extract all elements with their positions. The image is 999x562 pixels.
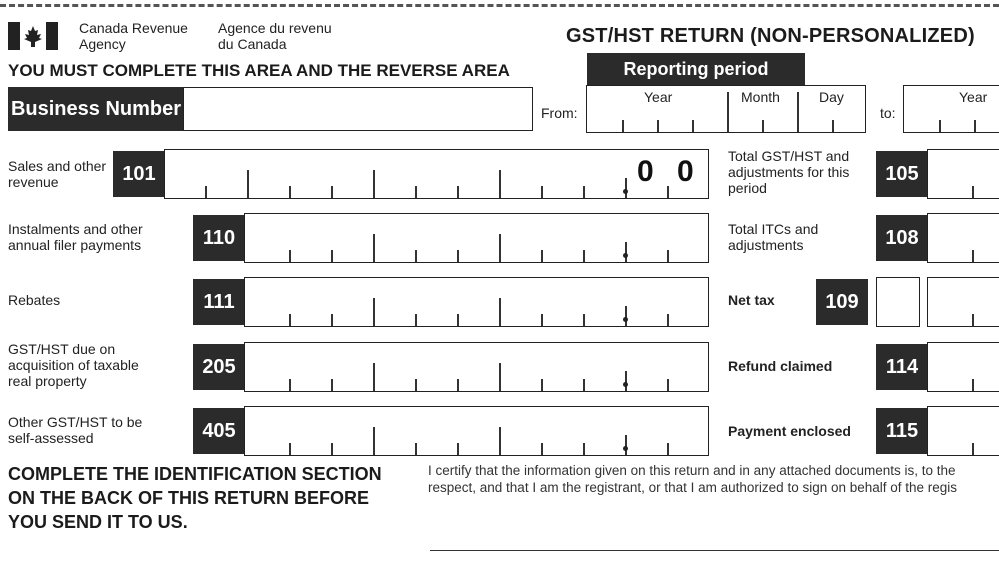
signature-line[interactable] — [430, 550, 999, 551]
agency-en-line2: Agency — [79, 36, 126, 52]
reporting-period-header: Reporting period — [587, 53, 805, 85]
business-number-input[interactable] — [183, 87, 533, 131]
form-title: GST/HST RETURN (NON-PERSONALIZED) — [566, 25, 975, 47]
line-115-input[interactable] — [927, 406, 999, 456]
business-number-label: Business Number — [8, 87, 184, 131]
to-year-label: Year — [959, 89, 988, 105]
line-111-code: 111 — [193, 279, 245, 325]
line-109-sign-box[interactable] — [876, 277, 920, 327]
line-205-label: GST/HST due on acquisition of taxable real property — [8, 341, 139, 389]
identification-line1: COMPLETE THE IDENTIFICATION SECTION — [8, 464, 382, 484]
agency-fr-line2: du Canada — [218, 36, 287, 52]
certification-statement — [428, 462, 999, 496]
to-label: to: — [880, 105, 896, 121]
certify-line1: I certify that the information given on this return and in any attached documents is, to the — [428, 463, 956, 478]
agency-en-line1: Canada Revenue — [79, 20, 188, 36]
identification-instruction — [8, 462, 382, 534]
line-101-cents-digit-2: 0 — [677, 155, 694, 188]
certify-line2: respect, and that I am the registrant, or that I am authorized to sign on behalf of the regis — [428, 480, 958, 495]
agency-name-english — [79, 20, 188, 52]
from-month-label: Month — [741, 89, 780, 105]
line-115-label: Payment enclosed — [728, 423, 851, 439]
period-to-input[interactable] — [903, 85, 999, 133]
line-111-input[interactable] — [244, 277, 709, 327]
from-label: From: — [541, 105, 578, 121]
from-year-label: Year — [644, 89, 673, 105]
line-109-code: 109 — [816, 279, 868, 325]
identification-line3: YOU SEND IT TO US. — [8, 512, 188, 532]
line-405-code: 405 — [193, 408, 245, 454]
line-101-label: Sales and other revenue — [8, 158, 107, 190]
line-101-input[interactable] — [164, 149, 709, 199]
line-105-input[interactable] — [927, 149, 999, 199]
from-day-label: Day — [819, 89, 844, 105]
line-101-cents-digit-1: 0 — [637, 155, 654, 188]
line-114-label: Refund claimed — [728, 358, 833, 374]
identification-line2: ON THE BACK OF THIS RETURN BEFORE — [8, 488, 370, 508]
line-405-input[interactable] — [244, 406, 709, 456]
line-101-code: 101 — [113, 151, 165, 197]
complete-notice: YOU MUST COMPLETE THIS AREA AND THE REVERSE AREA — [8, 61, 510, 80]
line-110-label: Instalments and other annual filer payments — [8, 221, 143, 253]
line-111-label: Rebates — [8, 292, 61, 308]
line-105-code: 105 — [876, 151, 928, 197]
line-405-label: Other GST/HST to be self-assessed — [8, 414, 143, 446]
line-205-input[interactable] — [244, 342, 709, 392]
line-205-code: 205 — [193, 344, 245, 390]
line-114-input[interactable] — [927, 342, 999, 392]
top-dashed-border — [0, 4, 999, 7]
line-108-input[interactable] — [927, 213, 999, 263]
line-114-code: 114 — [876, 344, 928, 390]
line-109-input[interactable] — [927, 277, 999, 327]
line-108-label: Total ITCs and adjustments — [728, 221, 819, 253]
canada-flag-icon — [8, 22, 58, 50]
agency-fr-line1: Agence du revenu — [218, 20, 332, 36]
line-105-label: Total GST/HST and adjustments for this period — [728, 148, 850, 196]
line-108-code: 108 — [876, 215, 928, 261]
line-115-code: 115 — [876, 408, 928, 454]
period-from-input[interactable] — [586, 85, 866, 133]
line-109-label: Net tax — [728, 292, 775, 308]
agency-name-french — [218, 20, 332, 52]
line-110-code: 110 — [193, 215, 245, 261]
line-110-input[interactable] — [244, 213, 709, 263]
